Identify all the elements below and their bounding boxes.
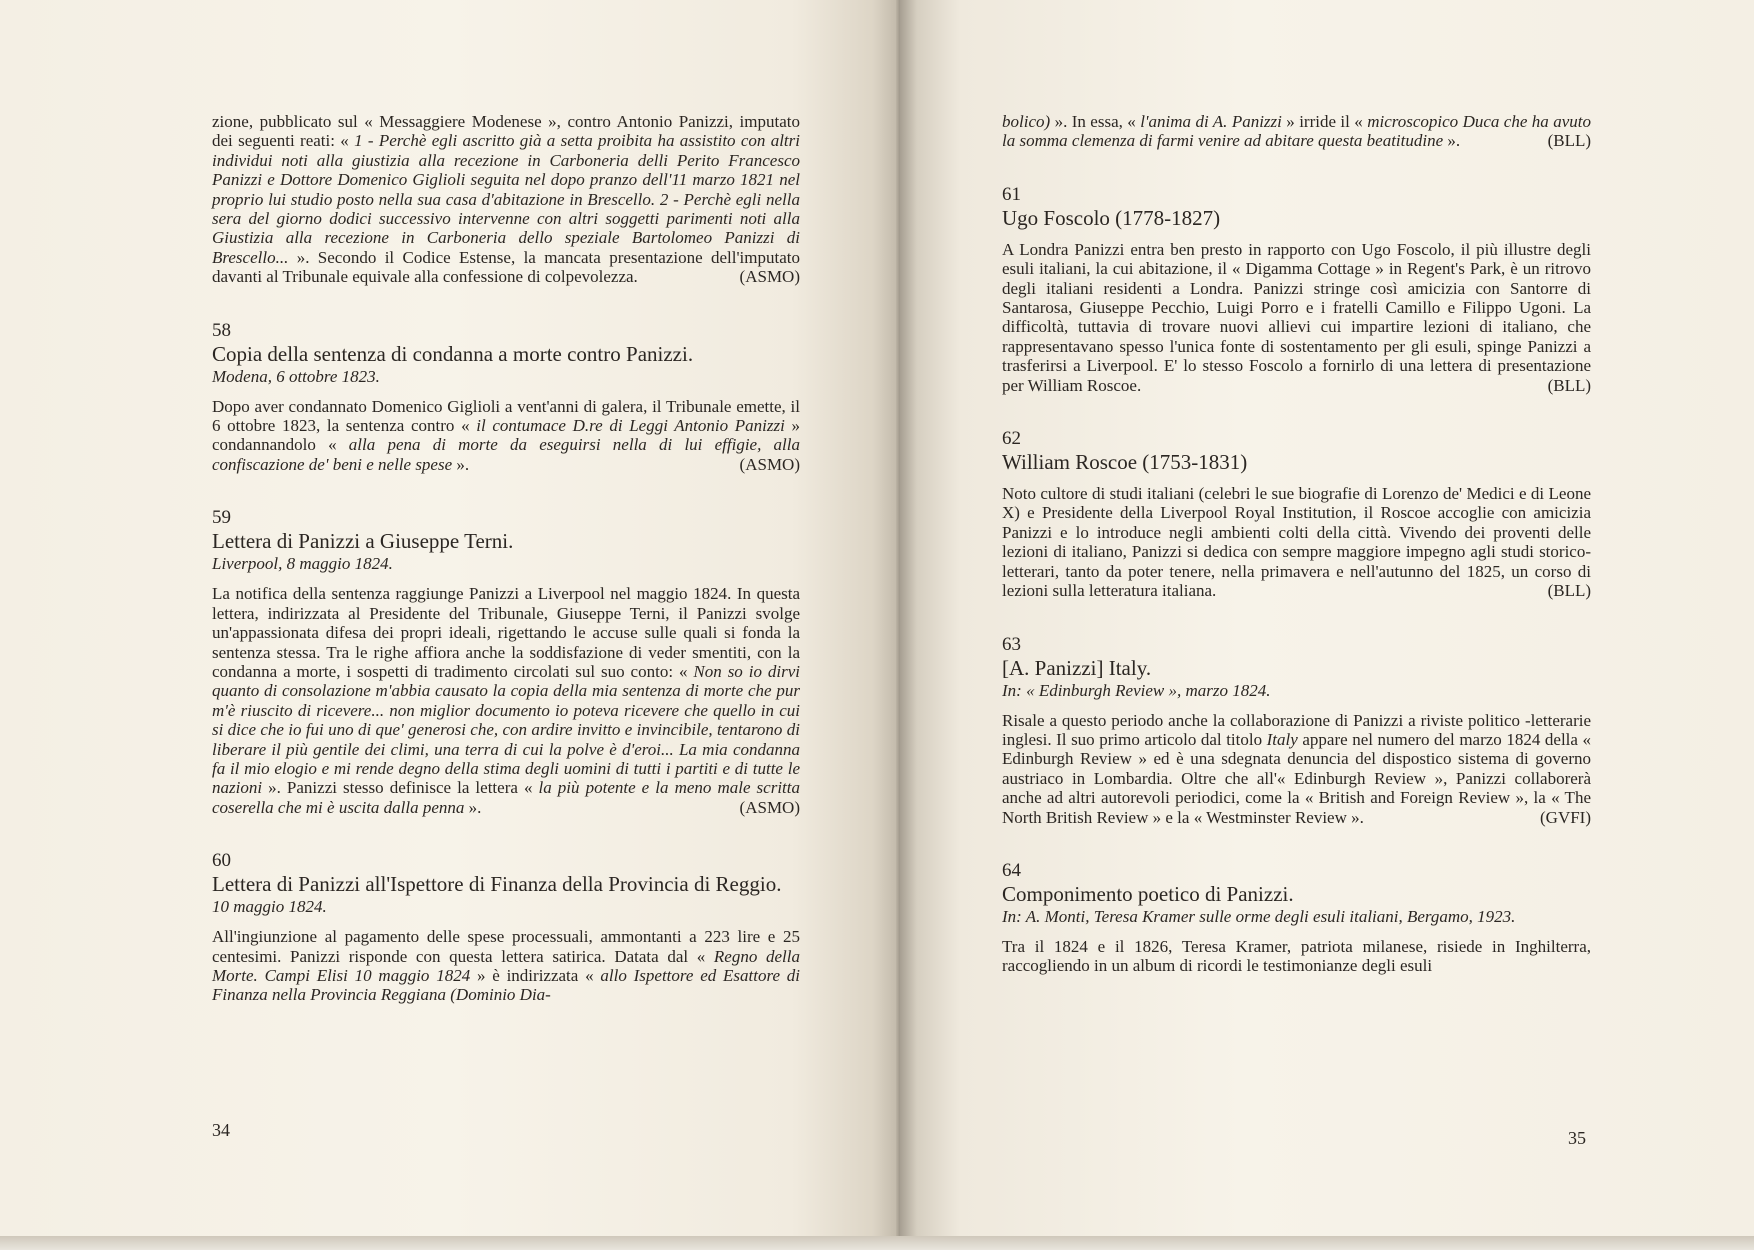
archive-source: (GVFI) [1540, 807, 1591, 827]
italic-text-run: il contumace D.re di Leggi Antonio Panizzi [476, 416, 785, 436]
text-run: Tra il 1824 e il 1826, Teresa Kramer, patriota milanese, risiede in Inghilterra, raccogliendo in un album di ricordi le testimonianze degli esuli [1002, 936, 1591, 976]
text-run: appare nel numero del marzo 1824 della « Edinburgh Review » ed è una sdegnata denuncia del dispostico sistema di governo austriaco in Lombardia. Oltre che all'« Edinburgh Review », Panizzi collaborerà anche ad altri autorevoli periodici, come la « British and Foreign Review », la « The North British Review » e la « Westminster Review ». [1002, 729, 1591, 827]
entry-title: Lettera di Panizzi a Giuseppe Terni. [212, 529, 514, 554]
italic-text-run: allo Ispettore ed Esattore di Finanza nella Provincia Reggiana (Dominio Dia- [212, 965, 800, 1005]
page-number-right: 35 [1568, 1128, 1586, 1148]
archive-source: (ASMO) [739, 454, 800, 474]
text-run: ». Panizzi stesso definisce la lettera « [262, 778, 539, 798]
text-run: zione, pubblicato sul « Messaggiere Modenese », contro Antonio Panizzi, imputato dei seguenti reati: « [212, 112, 800, 151]
entry-title: William Roscoe (1753-1831) [1002, 450, 1248, 475]
text-run: Risale a questo periodo anche la collaborazione di Panizzi a riviste politico -letterarie inglesi. Il suo primo articolo dal titolo [1002, 710, 1591, 749]
entry-description [1002, 240, 1591, 395]
entry-title: Componimento poetico di Panizzi. [1002, 881, 1294, 906]
entry-number: 59 [212, 507, 231, 529]
text-run: » condannandolo « [212, 416, 801, 455]
archive-source: (BLL) [1547, 581, 1591, 601]
text-run: All'ingiunzione al pagamento delle spese processuali, ammontanti a 223 lire e 25 centesimi. Panizzi risponde con questa lettera satirica. Datata dal « [212, 927, 800, 966]
catalog-entry-63 [1002, 634, 1591, 827]
entry-description [1002, 484, 1591, 600]
page-bottom-edge [0, 1236, 1754, 1250]
entry-place-date: In: A. Monti, Teresa Kramer sulle orme degli esuli italiani, Bergamo, 1923. [1002, 906, 1516, 926]
entry-number: 60 [212, 850, 231, 872]
left-text-column [212, 112, 800, 1005]
catalog-entry-59 [212, 507, 800, 817]
entry-place-date: Modena, 6 ottobre 1823. [212, 366, 380, 386]
text-run: » irride il « [1281, 112, 1368, 131]
entry-number: 64 [1002, 859, 1021, 881]
italic-text-run: Regno della Morte. Campi Elisi 10 maggio 1824 [212, 946, 800, 985]
catalog-entry-60 [212, 850, 800, 1005]
italic-text-run: bolico) [1002, 112, 1051, 131]
entry-place-date: 10 maggio 1824. [212, 897, 327, 917]
entry-number: 58 [212, 319, 231, 341]
entry-title: [A. Panizzi] Italy. [1002, 655, 1152, 680]
archive-source: (BLL) [1547, 131, 1591, 151]
entry-title: Ugo Foscolo (1778-1827) [1002, 205, 1221, 230]
entry-description [1002, 711, 1591, 827]
entry-description [212, 927, 800, 1005]
text-run: ». In essa, « [1050, 112, 1141, 131]
text-run: ». [464, 797, 482, 817]
right-entries [1002, 184, 1591, 976]
entry-number: 61 [1002, 183, 1021, 205]
text-run: ». Secondo il Codice Estense, la mancata presentazione dell'imputato davanti al Tribunale equivale alla confessione di colpevolezza. [212, 247, 800, 287]
catalog-entry-61 [1002, 184, 1591, 395]
text-run: ». [1443, 131, 1461, 151]
catalog-entry-58 [212, 320, 800, 475]
italic-text-run: microscopico Duca che ha avuto la somma clemenza di farmi venire ad abitare questa beatitudine [1002, 112, 1591, 151]
archive-source: (ASMO) [739, 797, 800, 817]
entry-number: 63 [1002, 633, 1021, 655]
left-entries [212, 320, 800, 1005]
entry-title: Copia della sentenza di condanna a morte contro Panizzi. [212, 341, 694, 366]
right-page [900, 0, 1754, 1236]
entry-place-date: Liverpool, 8 maggio 1824. [212, 554, 393, 574]
italic-text-run: Italy [1266, 729, 1298, 749]
entry-description [212, 397, 800, 475]
archive-source: (BLL) [1547, 375, 1591, 395]
entry-title: Lettera di Panizzi all'Ispettore di Finanza della Provincia di Reggio. [212, 872, 782, 897]
italic-text-run: Non so io dirvi quanto di consolazione m'abbia causato la copia della mia sentenza di morte che pur m'è riuscito di ricevere... non miglior documento io poteva ricevere che quello in cui si dice che io fui uno di que' generosi che, con ardire invitto e invincibile, tentarono di liberare il più gentile dei climi, una terra di cui la polve è d'eroi... La mia condanna fa il mio elogio e mi rende degno della stima degli uomini di tutti i partiti e di tutte le nazioni [212, 661, 800, 798]
right-text-column [1002, 112, 1591, 976]
text-run: Noto cultore di studi italiani (celebri le sue biografie di Lorenzo de' Medici e di Leone X) e Presidente della Liverpool Royal Institution, il Roscoe accoglie con amicizia Panizzi e lo introduce negli ambienti colti della città. Vivendo dei proventi delle lezioni di italiano, Panizzi si dedica con sempre maggiore impegno agli studi storico-letterari, tanto da poter tenere, nella primavera e nell'autunno del 1825, un corso di lezioni sulla letteratura italiana. [1002, 484, 1591, 601]
entry-number: 62 [1002, 428, 1021, 450]
right-intro-paragraph [1002, 112, 1591, 151]
italic-text-run: l'anima di A. Panizzi [1140, 112, 1282, 131]
italic-text-run: 1 - Perchè egli ascritto già a setta proibita ha assistito con altri individui noti alla giustizia alla recezione in Carboneria delli Perito Francesco Panizzi e Dottore Domenico Giglioli seguita nel dopo pranzo dell'11 marzo 1821 nel proprio lui studio posto nella sua casa d'abitazione in Brescello. 2 - Perchè egli nella sera del giorno dodici successivo intervenne con altri soggetti parimenti noti alla Giustizia alla recezione in Carboneria dello speziale Bartolomeo Panizzi di Brescello... [212, 131, 800, 267]
left-intro-paragraph [212, 112, 800, 287]
catalog-entry-62 [1002, 428, 1591, 600]
text-run: ». [452, 454, 470, 474]
text-run: A Londra Panizzi entra ben presto in rapporto con Ugo Foscolo, il più illustre degli esuli italiani, la cui abitazione, il « Digamma Cottage » in Regent's Park, è un ritrovo degli italiani residenti a Londra. Panizzi stringe così amicizia con Santorre di Santarosa, Giuseppe Pecchio, Luigi Porro e i fratelli Camillo e Filippo Ugoni. La difficoltà, tuttavia di trovare nuovi allievi cui impartire lezioni di italiano, che rappresentavano spesso l'unica fonte di sostentamento per gli esuli, spinge Panizzi a trasferirsi a Liverpool. E' lo stesso Foscolo a fornirlo di una lettera di presentazione per William Roscoe. [1002, 239, 1591, 395]
italic-text-run: la più potente e la meno male scritta coserella che mi è uscita dalla penna [212, 778, 800, 817]
entry-description [1002, 937, 1591, 976]
entry-description [212, 584, 800, 817]
entry-place-date: In: « Edinburgh Review », marzo 1824. [1002, 680, 1271, 700]
archive-source: (ASMO) [739, 267, 800, 287]
catalog-entry-64 [1002, 860, 1591, 976]
text-run: Dopo aver condannato Domenico Giglioli a vent'anni di galera, il Tribunale emette, il 6 ottobre 1823, la sentenza contro « [212, 396, 800, 436]
text-run: La notifica della sentenza raggiunge Panizzi a Liverpool nel maggio 1824. In questa lettera, indirizzata al Presidente del Tribunale, Giuseppe Terni, il Panizzi svolge un'appassionata difesa dei propri ideali, rigettando le accuse sulle quali si fonda la sentenza stessa. Tra le righe affiora anche la soddisfazione di veder smentiti, con la condanna a morte, i sospetti di tradimento circolati sul suo conto: « [212, 584, 800, 681]
italic-text-run: alla pena di morte da eseguirsi nella di lui effigie, alla confiscazione de' beni e nelle spese [212, 435, 800, 474]
text-run: » è indirizzata « [470, 965, 601, 985]
page-number-left: 34 [212, 1120, 230, 1140]
